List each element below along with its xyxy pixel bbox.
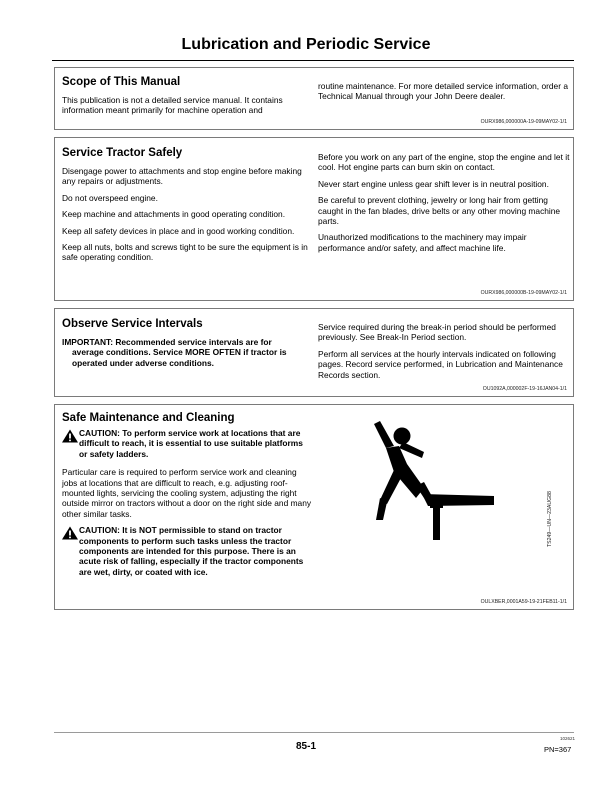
caution-notice: [62, 428, 312, 459]
section-safely: [54, 137, 574, 301]
section-heading: Safe Maintenance and Cleaning: [62, 412, 235, 424]
caution-notice: [62, 525, 312, 577]
caution-text: CAUTION: To perform service work at locations that are difficult to reach, it is essential to use suitable platforms or safety ladders.: [79, 428, 303, 459]
paragraph: Service required during the break-in period should be performed previously. See Break-In Period section.: [318, 322, 556, 343]
section-scope: [54, 67, 574, 130]
section-heading: Service Tractor Safely: [62, 147, 183, 159]
footer-code: 102621: [560, 736, 576, 741]
scope-right-column: [318, 81, 570, 108]
safely-left-column: [62, 147, 312, 269]
pn-label: PN=367: [544, 745, 572, 754]
image-code-text: TS249—UN—23AUG88: [547, 491, 553, 547]
reference-code: OURX986,000000A-19-09MAY02-1/1: [480, 119, 567, 125]
scope-left-column: [62, 76, 312, 122]
page-number: 85-1: [295, 741, 316, 752]
section-heading: Observe Service Intervals: [62, 318, 203, 330]
footer-rule: [54, 732, 574, 733]
section-heading: Scope of This Manual: [62, 76, 181, 88]
important-first-line: IMPORTANT: Recommended service intervals are for: [62, 337, 272, 347]
person-falling-icon: [372, 412, 502, 542]
paragraph: Before you work on any part of the engine, stop the engine and let it cool. Hot engine parts can burn skin on contact.: [318, 152, 570, 173]
reference-code: OURX986,000000B-19-09MAY02-1/1: [480, 290, 567, 296]
paragraph: Unauthorized modifications to the machinery may impair performance and/or safety, and affect machine life.: [318, 232, 527, 253]
warning-triangle-icon: [62, 429, 79, 443]
intervals-right-column: [318, 322, 570, 386]
safely-right-column: [318, 152, 570, 259]
cleaning-left-column: [62, 412, 312, 585]
paragraph: Perform all services at the hourly intervals indicated on following pages. Record service performed, in Lubrication and Maintenance Records section.: [318, 348, 563, 380]
paragraph: Disengage power to attachments and stop engine before making any repairs or adjustments.: [62, 166, 302, 187]
paragraph: Do not overspeed engine.: [62, 192, 158, 203]
title-rule: [52, 60, 574, 61]
page-title: Lubrication and Periodic Service: [181, 36, 431, 53]
section-intervals: [54, 308, 574, 397]
important-rest: average conditions. Service MORE OFTEN if tractor is operated under adverse conditions.: [72, 347, 287, 368]
paragraph: routine maintenance. For more detailed service information, order a Technical Manual through your John Deere dealer.: [318, 81, 568, 102]
paragraph: This publication is not a detailed service manual. It contains information meant primarily for machine operation and: [62, 95, 283, 116]
intervals-left-column: [62, 318, 312, 368]
paragraph: Particular care is required to perform service work and cleaning jobs at locations that are difficult to reach, e.g. adjusting roof-mounted lights, servicing the cooling system, adjusting the right outside mirror on tractors without a door on the right side and many other similar tasks.: [62, 467, 312, 519]
reference-code: OULXBER,0001A59-19-21FEB11-1/1: [480, 599, 567, 605]
image-code: [544, 480, 554, 550]
caution-text: CAUTION: It is NOT permissible to stand on tractor components to perform such tasks unless the tractor components are intended for this purpose. There is an acute risk of falling, especially if the tractor components are wet, dirty, or coated with ice.: [79, 525, 304, 577]
reference-code: OU1092A,000002F-19-16JAN04-1/1: [482, 386, 567, 392]
paragraph: Keep all nuts, bolts and screws tight to be sure the equipment is in safe operating condition.: [62, 242, 308, 263]
paragraph: Never start engine unless gear shift lever is in neutral position.: [318, 178, 549, 189]
important-notice: [62, 337, 312, 368]
paragraph: Keep machine and attachments in good operating condition.: [62, 209, 286, 220]
warning-triangle-icon: [62, 526, 79, 540]
paragraph: Keep all safety devices in place and in good working condition.: [62, 225, 295, 236]
paragraph: Be careful to prevent clothing, jewelry or long hair from getting caught in the fan blades, drive belts or any other moving machine parts.: [318, 195, 561, 227]
